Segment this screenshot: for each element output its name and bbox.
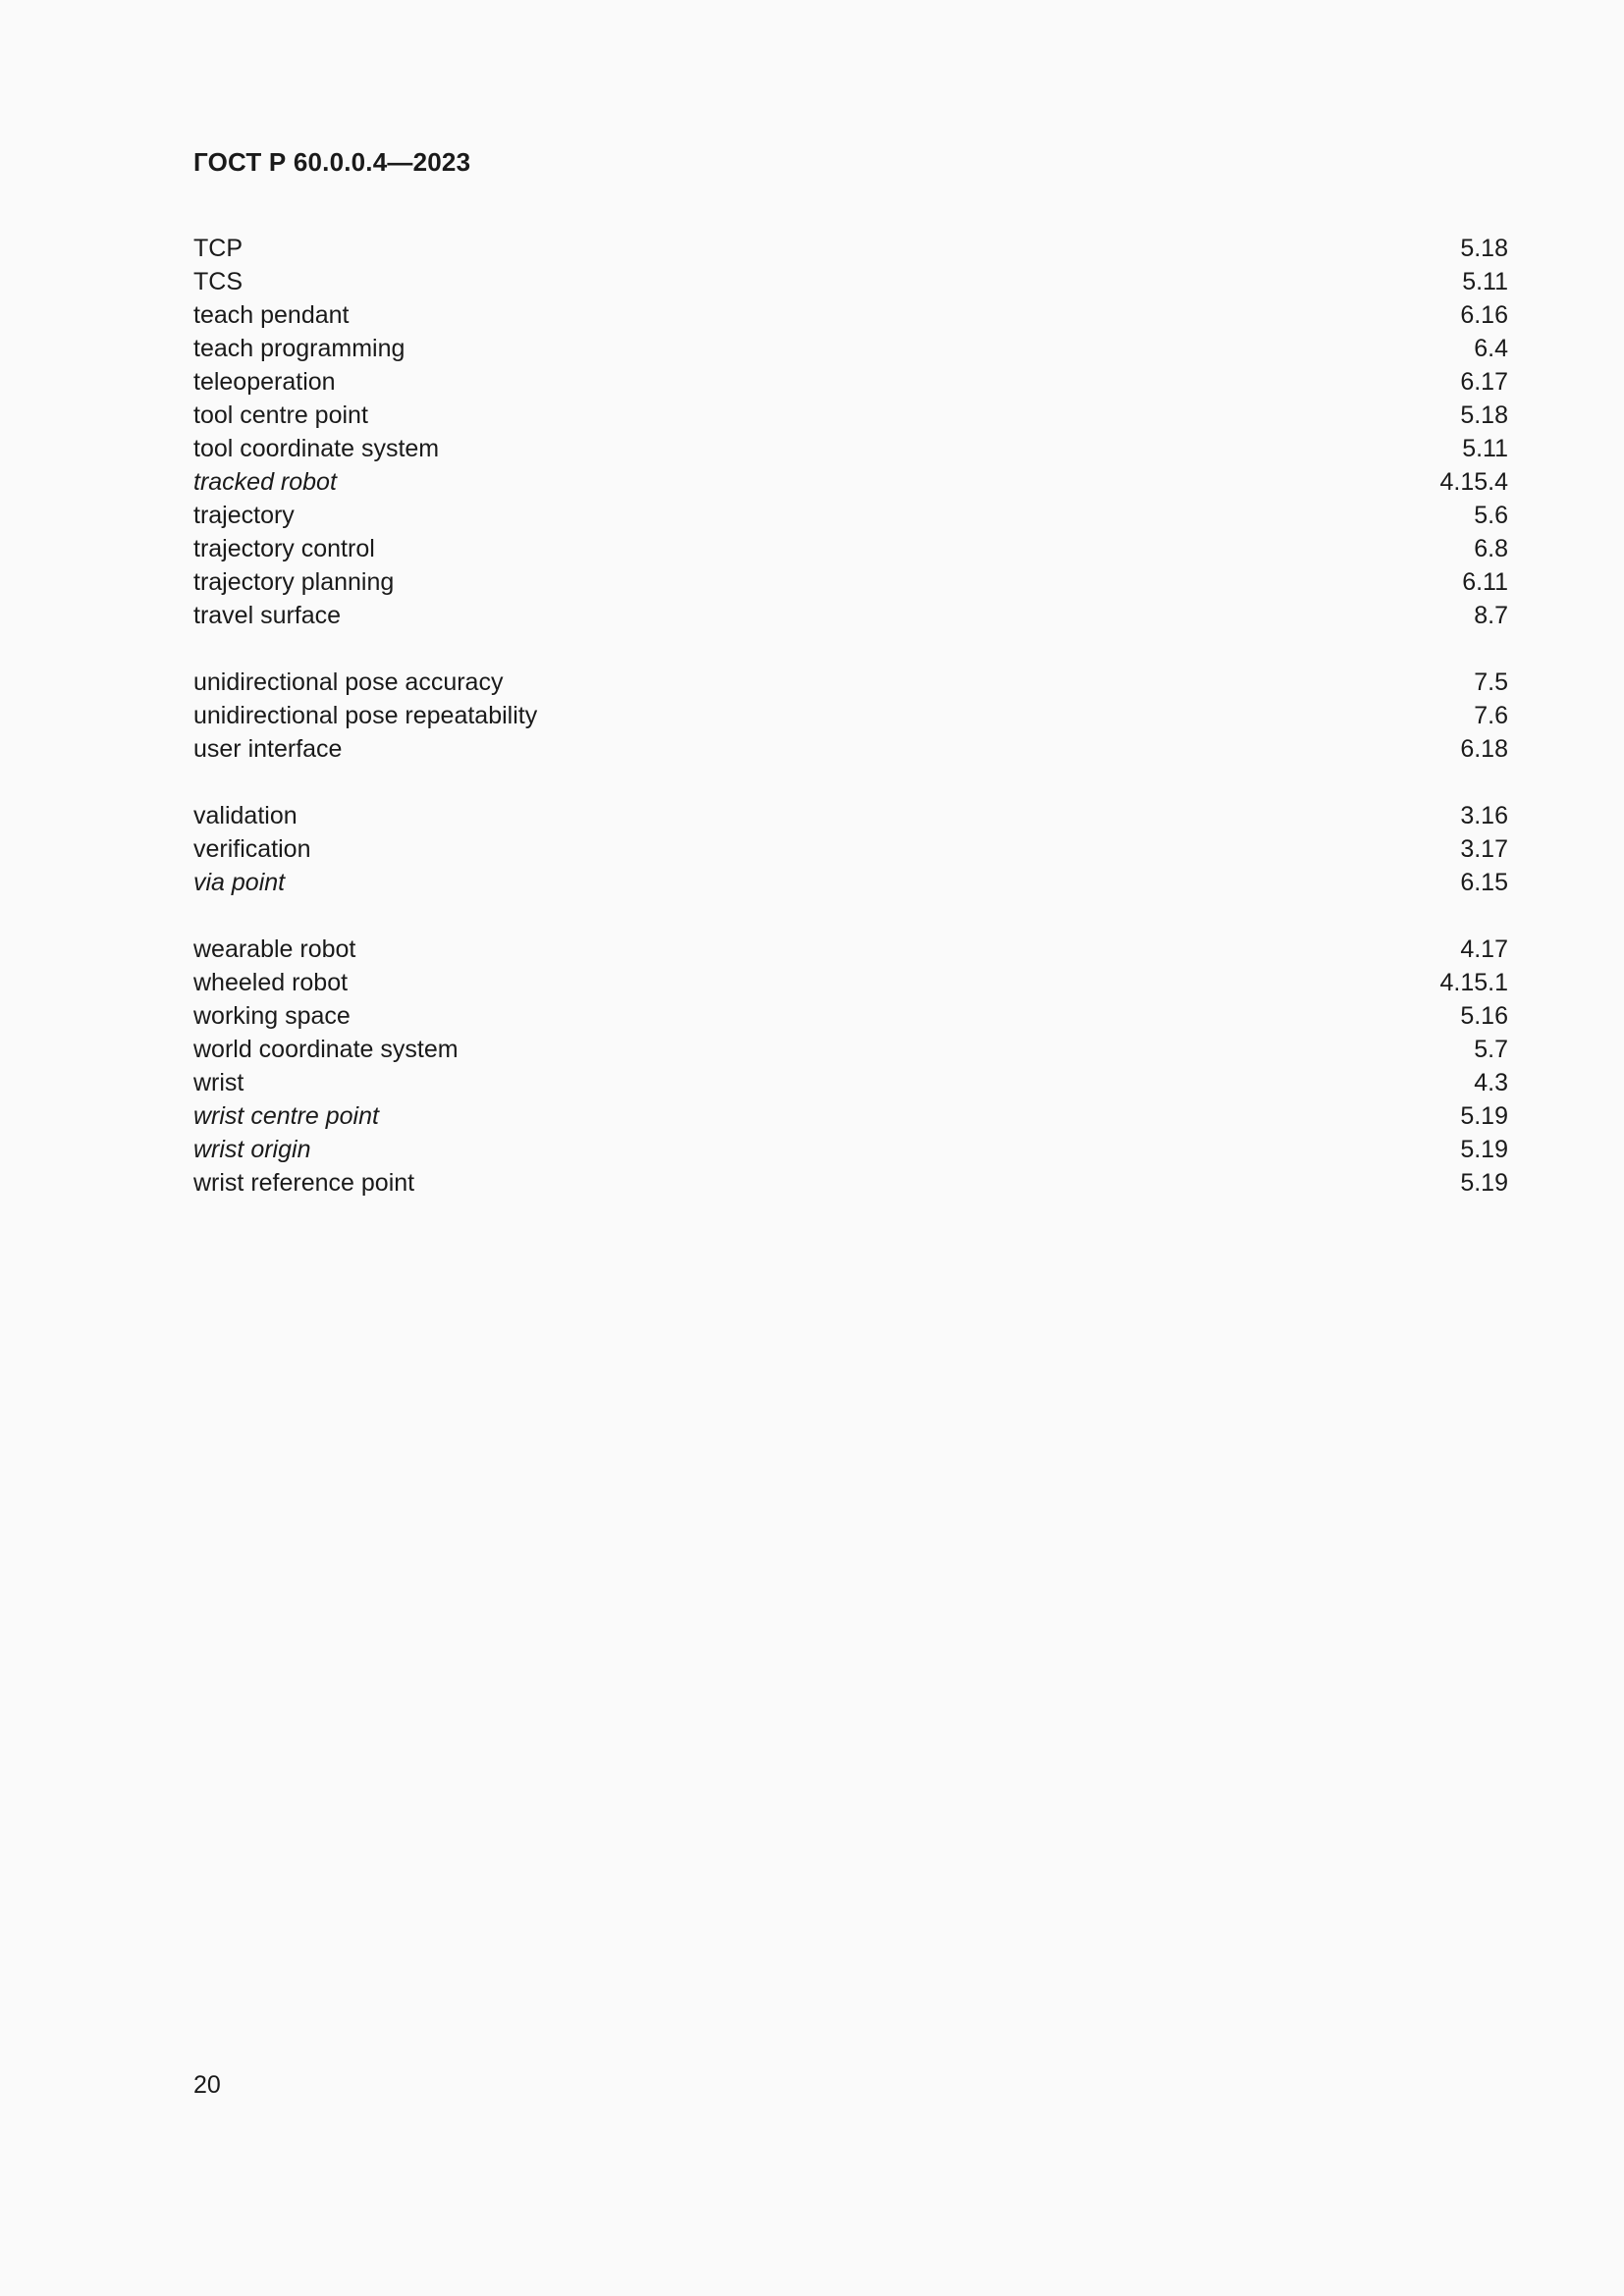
index-term: travel surface (193, 602, 342, 629)
index-term: TCP (193, 235, 243, 262)
index-entry (193, 832, 1508, 866)
index-entry (193, 265, 1508, 298)
index-entry (193, 332, 1508, 365)
index-reference: 4.3 (1474, 1069, 1508, 1096)
index-reference: 8.7 (1474, 602, 1508, 629)
index-entry (193, 599, 1508, 632)
index-term: tool coordinate system (193, 435, 440, 462)
index-reference: 5.18 (1460, 401, 1508, 429)
index-reference: 4.15.1 (1439, 969, 1508, 996)
index-reference: 6.17 (1460, 368, 1508, 396)
index-group (193, 666, 1508, 766)
index-entry (193, 365, 1508, 399)
index-reference: 5.16 (1460, 1002, 1508, 1030)
index-reference: 6.11 (1462, 568, 1508, 596)
index-reference: 5.6 (1474, 502, 1508, 529)
index-term: user interface (193, 735, 343, 763)
index-reference: 4.15.4 (1439, 468, 1508, 496)
index-reference: 5.7 (1474, 1036, 1508, 1063)
index-entry (193, 465, 1508, 499)
index-term: teach programming (193, 335, 406, 362)
index-term: wrist centre point (193, 1102, 379, 1130)
index-term: validation (193, 802, 298, 829)
index-term: unidirectional pose accuracy (193, 668, 504, 696)
index-term: tool centre point (193, 401, 368, 429)
index-entry (193, 1033, 1508, 1066)
index-entry (193, 432, 1508, 465)
index-entry (193, 933, 1508, 966)
index-entry (193, 499, 1508, 532)
index-entry (193, 399, 1508, 432)
index-group (193, 232, 1508, 632)
index-term: wrist origin (193, 1136, 311, 1163)
index-term: unidirectional pose repeatability (193, 702, 538, 729)
index-term: world coordinate system (193, 1036, 459, 1063)
page-number: 20 (193, 2071, 221, 2099)
index-term: trajectory planning (193, 568, 395, 596)
index-entry (193, 799, 1508, 832)
index-reference: 6.16 (1460, 301, 1508, 329)
index-entry (193, 699, 1508, 732)
document-header: ГОСТ Р 60.0.0.4—2023 (193, 147, 471, 177)
index-reference: 5.19 (1460, 1136, 1508, 1163)
index-entry (193, 999, 1508, 1033)
index-reference: 3.17 (1460, 835, 1508, 863)
index-entry (193, 232, 1508, 265)
index-term: working space (193, 1002, 351, 1030)
index-reference: 7.6 (1474, 702, 1508, 729)
index-entry (193, 666, 1508, 699)
index-term: wheeled robot (193, 969, 349, 996)
index-reference: 5.19 (1460, 1169, 1508, 1197)
index-entry (193, 732, 1508, 766)
index-reference: 6.18 (1460, 735, 1508, 763)
index-term: wrist (193, 1069, 244, 1096)
index-reference: 7.5 (1474, 668, 1508, 696)
index-entry (193, 1133, 1508, 1166)
index-reference: 5.11 (1462, 435, 1508, 462)
index-group (193, 799, 1508, 899)
index-reference: 5.19 (1460, 1102, 1508, 1130)
index-term: wrist reference point (193, 1169, 415, 1197)
index-reference: 5.11 (1462, 268, 1508, 295)
index-term: teach pendant (193, 301, 350, 329)
index-reference: 5.18 (1460, 235, 1508, 262)
alphabetical-index (193, 232, 1508, 1233)
index-group (193, 933, 1508, 1200)
index-entry (193, 1099, 1508, 1133)
index-term: verification (193, 835, 311, 863)
index-entry (193, 298, 1508, 332)
index-entry (193, 966, 1508, 999)
index-term: TCS (193, 268, 243, 295)
index-term: tracked robot (193, 468, 337, 496)
index-term: teleoperation (193, 368, 336, 396)
index-reference: 4.17 (1460, 935, 1508, 963)
index-entry (193, 532, 1508, 565)
index-reference: 6.4 (1474, 335, 1508, 362)
index-reference: 6.15 (1460, 869, 1508, 896)
index-term: via point (193, 869, 286, 896)
index-entry (193, 866, 1508, 899)
index-entry (193, 1166, 1508, 1200)
index-term: trajectory control (193, 535, 375, 562)
index-entry (193, 565, 1508, 599)
index-term: wearable robot (193, 935, 356, 963)
index-reference: 3.16 (1460, 802, 1508, 829)
index-term: trajectory (193, 502, 295, 529)
index-reference: 6.8 (1474, 535, 1508, 562)
index-entry (193, 1066, 1508, 1099)
